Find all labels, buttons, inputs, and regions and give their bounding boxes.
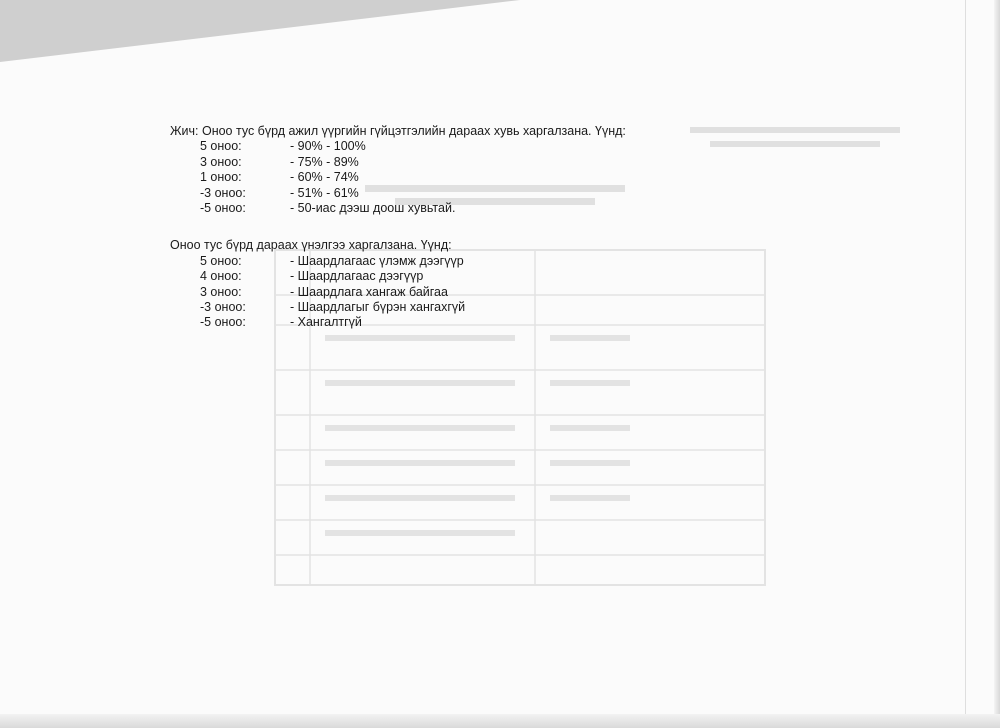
rating-item [170,285,626,300]
note-item-score: 1 оноо: [200,170,242,185]
note-item-score: 3 оноо: [200,154,242,169]
rating-item-desc: - Шаардлагаас үлэмж дээгүүр [290,253,464,268]
section-gap [170,216,626,238]
scan-edge-right [994,0,1000,728]
rating-item-score: 4 оноо: [200,269,242,284]
rating-item-desc: - Шаардлагаас дээгүүр [290,269,424,284]
rating-list [170,254,626,331]
note-item-score: 5 оноо: [200,139,242,154]
note-item-score: -3 оноо: [200,185,246,200]
note-item-desc: - 90% - 100% [290,139,366,154]
rating-item-score: -3 оноо: [200,300,246,315]
bleed-through-header [690,125,900,153]
note-item [170,186,626,201]
rating-item-desc: - Хангалтгүй [290,315,362,330]
note-intro: Жич: Оноо тус бүрд ажил үүргийн гүйцэтгэлийн дараах хувь харгалзана. Үүнд: [170,124,626,138]
rating-intro: Оноо тус бүрд дараах үнэлгээ харгалзана. Үүнд: [170,238,452,253]
rating-item [170,269,626,284]
note-item-score: -5 оноо: [200,201,246,216]
rating-item-desc: - Шаардлага хангаж байгаа [290,284,448,299]
rating-item [170,315,626,330]
rating-item-score: -5 оноо: [200,315,246,330]
document-body [170,124,626,331]
note-item-desc: - 50-иас дээш доош хувьтай. [290,201,456,216]
note-item-desc: - 51% - 61% [290,185,359,200]
note-item-desc: - 75% - 89% [290,154,359,169]
scan-fold-line [965,0,966,728]
rating-item [170,300,626,315]
scan-shadow [0,0,520,62]
note-list [170,139,626,216]
rating-item-desc: - Шаардлагыг бүрэн хангахгүй [290,300,466,315]
rating-item-score: 3 оноо: [200,284,242,299]
note-item-desc: - 60% - 74% [290,170,359,185]
note-item [170,170,626,185]
note-item [170,139,626,154]
rating-item-score: 5 оноо: [200,253,242,268]
note-item [170,201,626,216]
scan-edge-bottom [0,714,1000,728]
rating-item [170,254,626,269]
note-item [170,155,626,170]
